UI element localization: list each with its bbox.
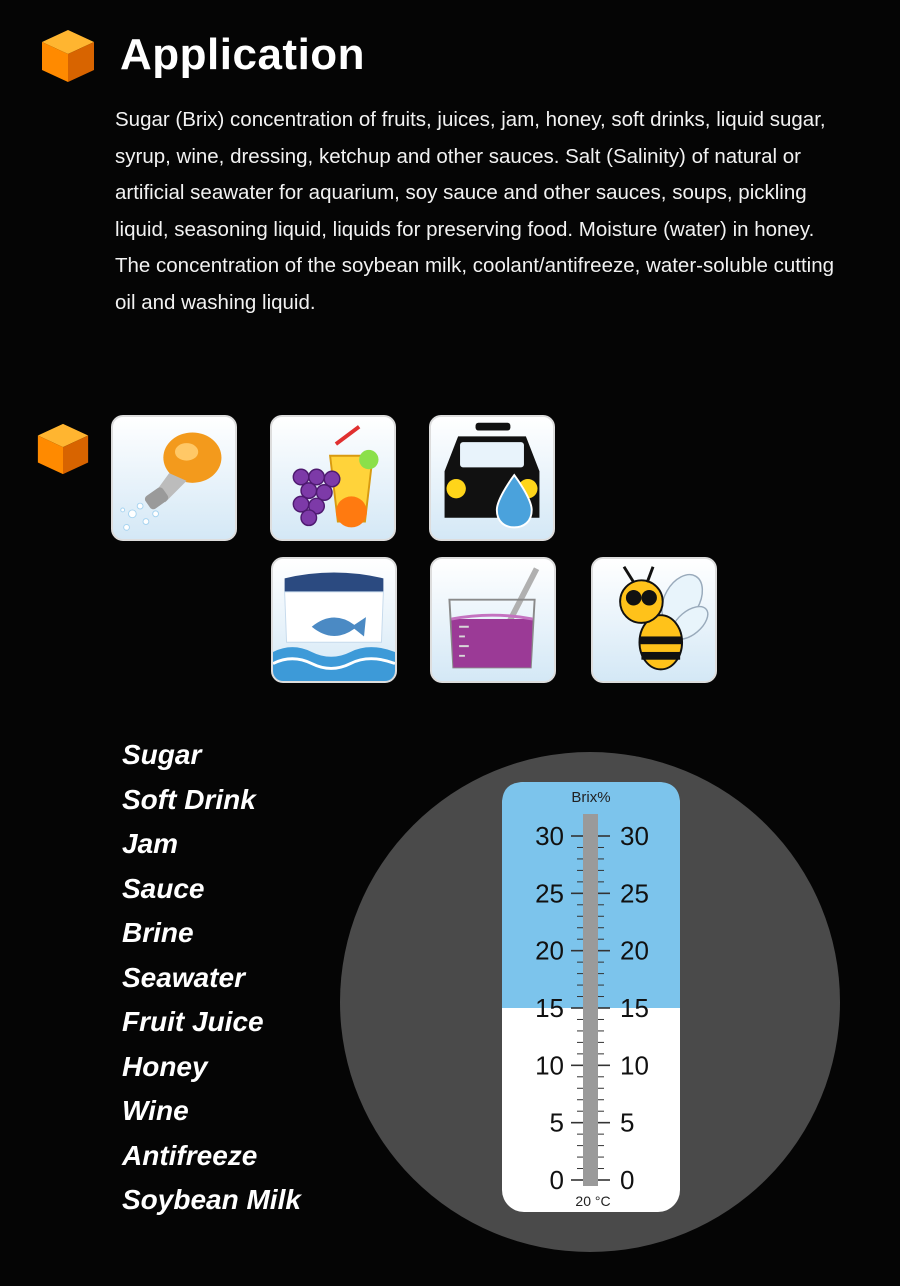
scale-left-label: 5 (549, 1107, 564, 1138)
application-item: Sugar (122, 739, 202, 770)
orange-cube-icon (34, 420, 92, 478)
application-item: Soybean Milk (122, 1184, 301, 1215)
scale-left-label: 10 (535, 1050, 564, 1081)
application-item: Sauce (122, 872, 205, 904)
scale-left-label: 25 (535, 878, 564, 909)
application-item: Seawater (122, 961, 245, 993)
application-item: Wine (122, 1095, 189, 1126)
scale-right-label: 0 (620, 1165, 635, 1195)
scale-right-label: 20 (620, 935, 649, 966)
grapes-juice-icon (270, 415, 396, 541)
application-description: Sugar (Brix) concentration of fruits, juices, jam, honey, soft drinks, liquid sugar, syrup, wine, dressing, ketchup and other sauces. Salt (Salinity) of natural or artificial seawater for aquarium, soy sauce and other sauces, soups, pickling liquid, seasoning liquid, liquids for preserving food. Moisture (water) in honey. The concentration of the soybean milk, coolant/antifreeze, water-soluble cutting oil and washing liquid. (115, 108, 835, 314)
salt-shaker-icon (111, 415, 237, 541)
car-coolant-icon (429, 415, 555, 541)
scale-left-label: 15 (535, 993, 564, 1023)
orange-cube-icon (38, 26, 98, 86)
scale-right-label: 25 (620, 878, 649, 909)
scale-bar (583, 814, 598, 1186)
application-item: Brine (122, 917, 194, 948)
scale-left-label: 0 (549, 1165, 564, 1195)
application-list (122, 733, 301, 1223)
scale-right-label: 5 (620, 1107, 635, 1138)
refractometer-scale-view (340, 752, 840, 1252)
scale-unit-label: Brix% (571, 789, 611, 806)
scale-temperature-label: 20 °C (575, 1193, 611, 1209)
bee-honey-icon (591, 557, 717, 683)
scale-right-label: 15 (620, 993, 649, 1023)
application-item: Honey (122, 1050, 208, 1082)
application-item: Jam (122, 828, 179, 859)
application-item: Soft Drink (122, 783, 256, 815)
scale-right-label: 10 (620, 1050, 649, 1081)
page-title: Application (120, 30, 366, 79)
scale-left-label: 30 (535, 821, 564, 851)
ship-fish-icon (271, 557, 397, 683)
application-item: Antifreeze (122, 1139, 258, 1171)
scale-right-label: 30 (620, 821, 649, 851)
beaker-liquid-icon (430, 557, 556, 683)
scale-left-label: 20 (535, 935, 564, 966)
application-item: Fruit Juice (122, 1006, 264, 1037)
